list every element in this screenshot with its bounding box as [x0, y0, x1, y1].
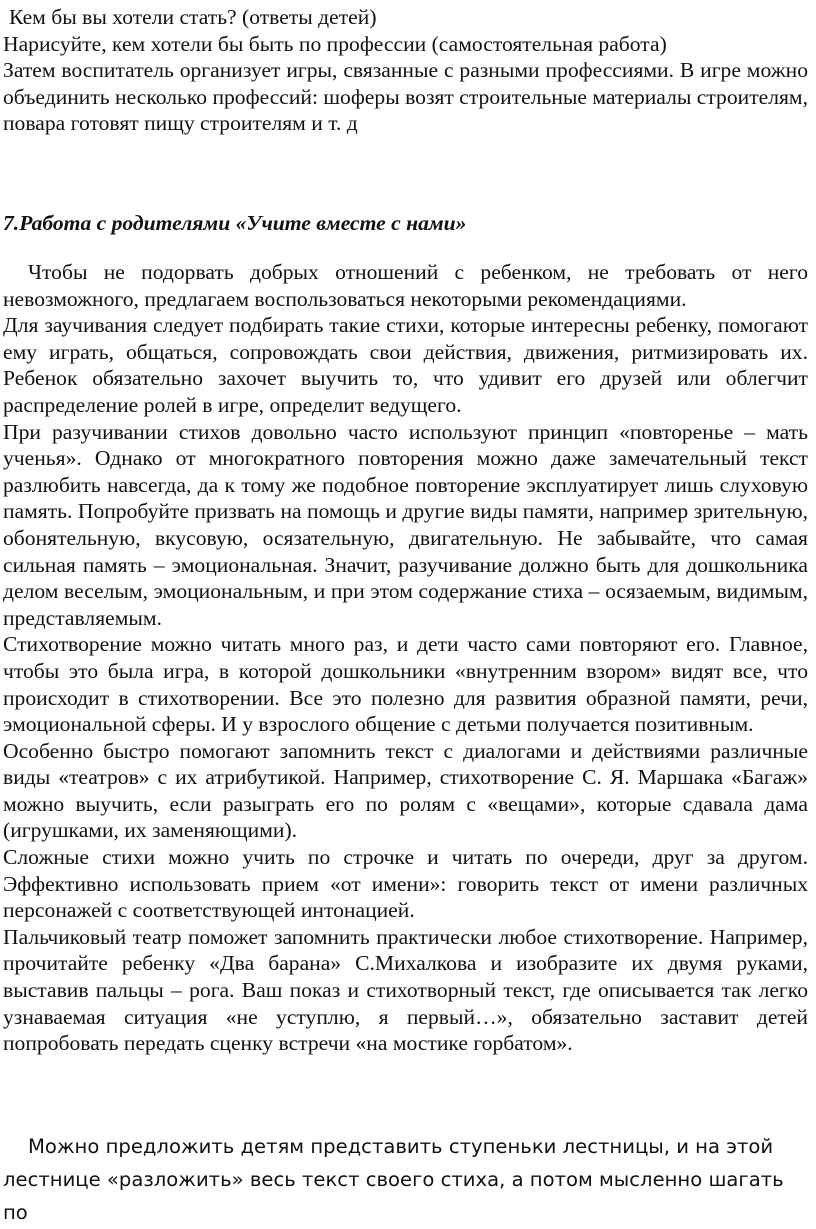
paragraph-repetition: При разучивании стихов довольно часто используют принцип «повторенье – мать ученья». Однако от многократного повторения можно даже замечательный текст разлюбить навсегда, да к тому же подобное повторение эксплуатирует лишь слуховую память. Попробуйте призвать на помощь и другие виды памяти, например зрительную, обонятельную, вкусовую, осязательную, двигательную. Не забывайте, что самая сильная память – эмоциональная. Значит, разучивание должно быть для дошкольника делом веселым, эмоциональным, и при этом содержание стиха – осязаемым, видимым, представляемым. [3, 419, 808, 630]
section-heading: 7.Работа с родителями «Учите вместе с нами» [3, 211, 467, 235]
intro-title-line: Кем бы вы хотели стать? (ответы детей) [9, 5, 377, 29]
section-body [3, 259, 808, 1057]
closing-paragraph: Можно предложить детям представить ступеньки лестницы, и на этой лестнице «разложить» весь текст своего стиха, а потом мысленно шагать по [3, 1135, 784, 1224]
paragraph-theatre: Особенно быстро помогают запомнить текст с диалогами и действиями различные виды «театров» с их атрибутикой. Например, стихотворение С. Я. Маршака «Багаж» можно выучить, если разыграть его по ролям с «вещами», которые сдавала дама (игрушками, их заменяющими). [3, 738, 808, 843]
paragraph-line-by-line: Сложные стихи можно учить по строчке и читать по очереди, друг за другом. Эффективно использовать прием «от имени»: говорить текст от имени различных персонажей с соответствующей интонацией. [3, 845, 808, 923]
intro-drawing-line: Нарисуйте, кем хотели бы быть по профессии (самостоятельная работа) [3, 31, 667, 56]
intro-block [3, 4, 808, 137]
paragraph-poem-choice: Для заучивания следует подбирать такие стихи, которые интересны ребенку, помогают ему играть, общаться, сопровождать свои действия, движения, ритмизировать их. Ребенок обязательно захочет выучить то, что удивит его друзей или облегчит распределение ролей в игре, определит ведущего. [3, 313, 808, 417]
paragraph-reading: Стихотворение можно читать много раз, и дети часто сами повторяют его. Главное, чтобы это была игра, в которой дошкольники «внутренним взором» видят все, что происходит в стихотворении. Все это полезно для развития образной памяти, речи, эмоциональной сферы. И у взрослого общение с детьми получается позитивным. [3, 632, 808, 737]
intro-games-paragraph: Затем воспитатель организует игры, связанные с разными профессиями. В игре можно объединить несколько профессий: шоферы возят строительные материалы строителям, повара готовят пищу строителям и т. д [3, 58, 808, 136]
paragraph-finger-theatre: Пальчиковый театр поможет запомнить практически любое стихотворение. Например, прочитайте ребенку «Два барана» С.Михалкова и изобразите их двумя руками, выставив пальцы – рога. Ваш показ и стихотворный текст, где описывается так легко узнаваемая ситуация «не уступлю, я первый…», обязательно заставит детей попробовать передать сценку встречи «на мостике горбатом». [3, 924, 808, 1056]
paragraph-intro: Чтобы не подорвать добрых отношений с ребенком, не требовать от него невозможного, предлагаем воспользоваться некоторыми рекомендациями. [3, 260, 808, 311]
